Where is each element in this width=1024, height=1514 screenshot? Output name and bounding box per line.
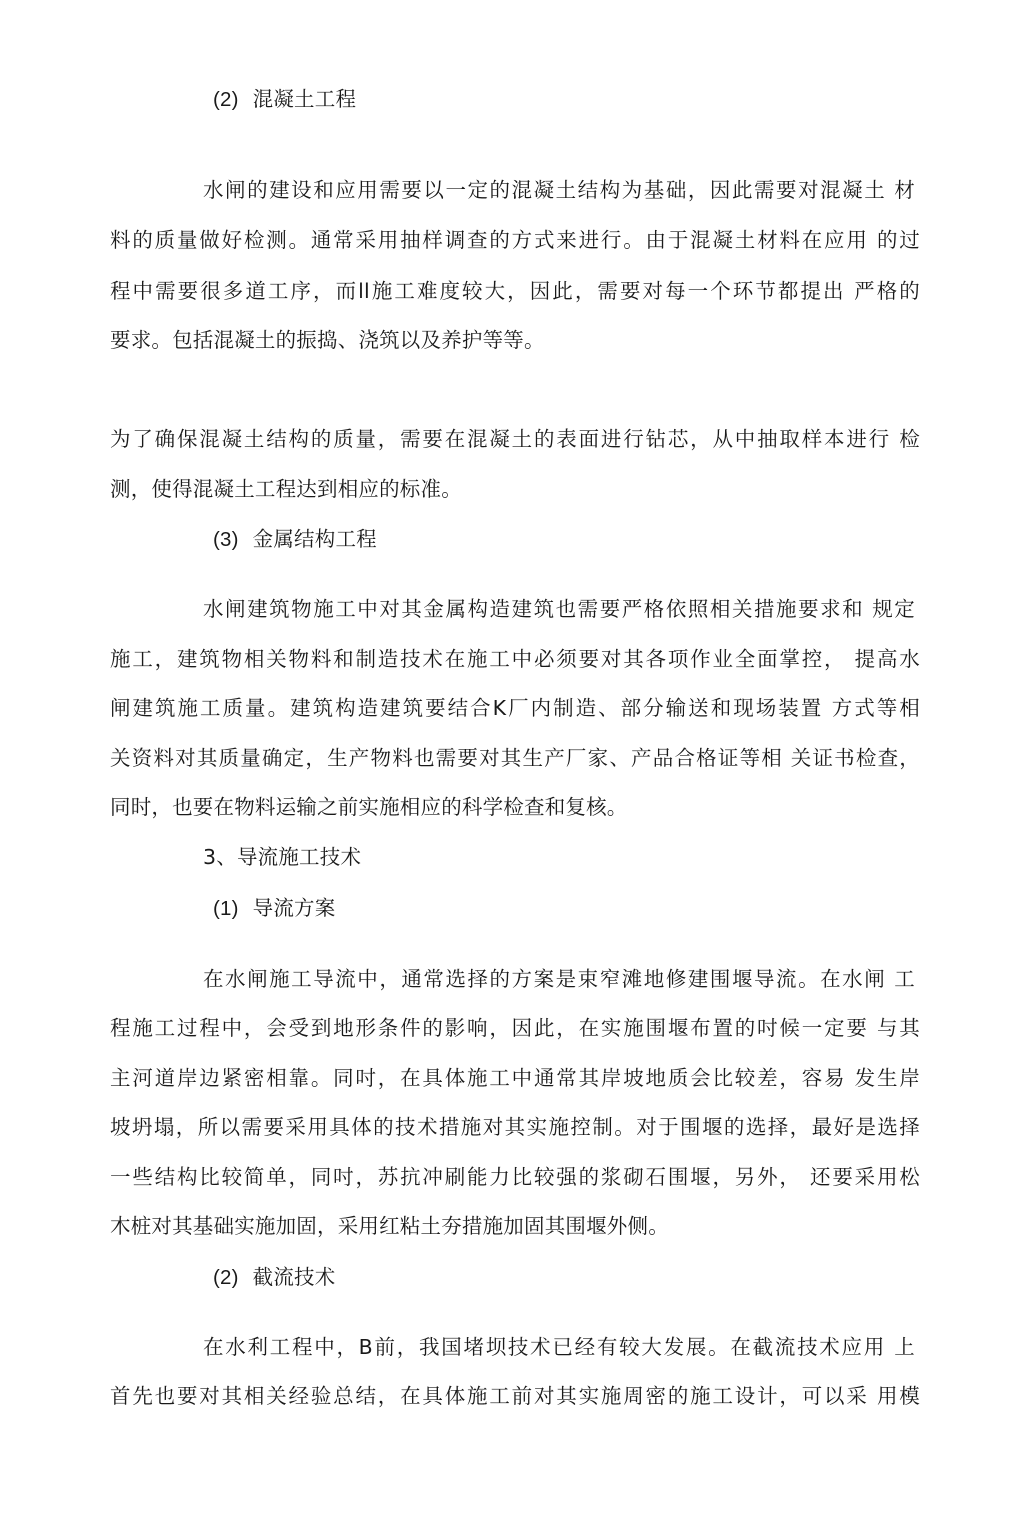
paragraph-line: 主河道岸边紧密相靠。同吋，在具体施工中通常其岸坡地质会比较差，容易 发生岸	[110, 1066, 920, 1090]
paragraph-line: 为了确保混凝土结构的质量，需要在混凝土的表面进行钻芯，从中抽取样本进行 检	[110, 427, 920, 451]
section-number: (1)	[213, 897, 239, 920]
section-heading-metal	[213, 524, 1023, 555]
paragraph-line: 水闸的建设和应用需要以一定的混凝土结构为基础，因此需要对混凝土 材	[203, 178, 915, 202]
paragraph-line: 坡坍塌，所以需要采用具体的技术措施对其实施控制。对于围堰的选择，最好是选择	[110, 1115, 920, 1139]
paragraph-line: 程施工过程中，会受到地形条件的影响，因此，在实施围堰布置的吋候一定要 与其	[110, 1016, 920, 1040]
section-number: (2)	[213, 88, 239, 111]
paragraph-line: 程中需要很多道工序，而ll施工难度较大，因此，需要对每一个环节都提出 严格的	[110, 279, 920, 303]
paragraph-line: 水闸建筑物施工中对其金属构造建筑也需要严格依照相关措施要求和 规定	[203, 597, 915, 621]
paragraph-line: 一些结构比较简单，同吋，苏抗冲刷能力比较强的浆砌石围堰，另外， 还要采用松	[110, 1165, 920, 1189]
section-heading-concrete	[213, 84, 1023, 115]
paragraph-line: 在水闸施工导流中，通常选择的方案是束窄滩地修建围堰导流。在水闸 工	[203, 967, 915, 991]
paragraph-line: 关资料对其质量确定，生产物料也需要对其生产厂家、产品合格证等相 关证书检查，	[110, 746, 920, 770]
paragraph-line: 同时，也要在物料运输之前实施相应的科学检查和复核。	[110, 795, 628, 819]
paragraph-line: 首先也要对其相关经验总结，在具体施工前对其实施周密的施工设计，可以采 用模	[110, 1384, 920, 1408]
section-title: 截流技术	[252, 1265, 336, 1289]
section-heading-closure	[213, 1262, 1023, 1293]
section-number: (2)	[213, 1266, 239, 1289]
paragraph-line: 闸建筑施工质量。建筑构造建筑要结合K厂内制造、部分输送和现场装置 方式等相	[110, 696, 920, 720]
section-title: 导流方案	[252, 896, 336, 920]
section-title: 金属结构工程	[252, 527, 377, 551]
paragraph-line: 料的质量做好检测。通常采用抽样调查的方式来进行。由于混凝土材料在应用 的过	[110, 228, 920, 252]
section-heading-diversion	[213, 893, 1023, 924]
paragraph-line: 在水利工程中，B前，我国堵坝技术已经有较大发展。在截流技术应用 上	[203, 1335, 915, 1359]
paragraph-line: 测，使得混凝土工程达到相应的标准。	[110, 477, 462, 501]
section-title: 混凝土工程	[252, 87, 357, 111]
paragraph-line: 木桩对其基础实施加固，采用红粘土夯措施加固其围堰外侧。	[110, 1214, 669, 1238]
chapter-heading: 3、导流施工技术	[203, 845, 362, 869]
section-number: (3)	[213, 528, 239, 551]
paragraph-line: 要求。包括混凝土的振捣、浇筑以及养护等等。	[110, 328, 545, 352]
paragraph-line: 施工，建筑物相关物料和制造技术在施工中必须要对其各项作业全面掌控， 提高水	[110, 647, 920, 671]
